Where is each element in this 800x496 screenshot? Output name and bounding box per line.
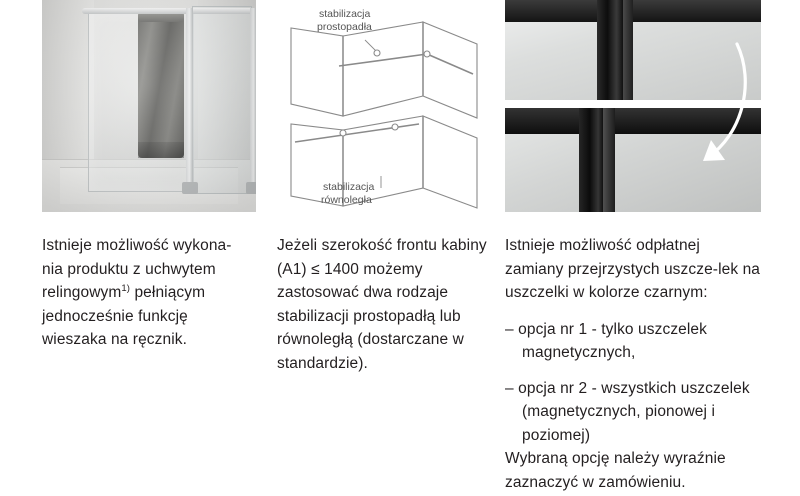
stabilization-diagram	[277, 0, 491, 212]
list-item: – opcja nr 2 - wszystkich uszczelek (magnetycznych, pionowej i poziomej)	[505, 379, 750, 444]
curved-arrow-icon	[677, 30, 757, 180]
footnote-marker: 1)	[121, 282, 131, 294]
column-black-seals	[505, 0, 761, 494]
stabilization-diagram-svg	[277, 0, 491, 212]
joint-bottom-2	[392, 124, 398, 130]
label-stabilizacja-prostopadla-line1: stabilizacja	[319, 8, 371, 20]
label-stabilizacja-prostopadla-line2: prostopadła	[317, 21, 372, 33]
caption-column-3	[505, 234, 761, 494]
caption-outro: Wybraną opcję należy wyraźnie zaznaczyć w zamówieniu.	[505, 450, 726, 491]
stabilizer-bar-perpendicular	[339, 54, 427, 66]
joint-top-2	[424, 51, 430, 57]
panel-front-top	[343, 22, 423, 116]
caption-paragraph: Jeżeli szerokość frontu kabiny (A1) ≤ 1400 możemy zastosować dwa rodzaje stabilizacji prostopadłą lub równoległą (dostarczane w standardzie).	[277, 237, 487, 372]
black-profile-top	[505, 0, 761, 22]
caption-column-2	[277, 234, 491, 375]
panel-side-bottom	[423, 116, 477, 208]
magnetic-seal-vertical-bottom	[579, 108, 603, 212]
caption-column-1	[42, 234, 256, 352]
option-list	[505, 318, 761, 448]
caption-text-after-sup: pełniącym jednocześnie funkcję wieszaka na ręcznik.	[42, 284, 206, 349]
label-stabilizacja-rownolegla-line2: równoległa	[321, 194, 372, 206]
magnetic-seal-vertical-top	[597, 0, 623, 100]
glass-edge-bottom	[603, 108, 615, 212]
joint-bottom-1	[340, 130, 346, 136]
panel-back-top	[291, 28, 343, 116]
stabilizer-bar-perpendicular-2	[427, 54, 473, 74]
caption-intro: Istnieje możliwość odpłatnej zamiany przejrzystych uszcze-lek na uszczelki w kolorze czarnym:	[505, 237, 761, 302]
shower-enclosure-with-towel-photo	[42, 0, 256, 212]
panel-side-top	[423, 22, 477, 118]
glass-edge-top	[623, 0, 633, 100]
caption-text-before-sup: Istnieje możliwość wykona- nia produktu z uchwytem relingowym	[42, 237, 232, 302]
caption-paragraph	[42, 234, 256, 352]
black-seal-detail-photos	[505, 0, 761, 212]
joint-top-1	[374, 50, 380, 56]
label-stabilizacja-rownolegla-line1: stabilizacja	[323, 181, 375, 193]
column-stabilization	[277, 0, 491, 375]
list-item: – opcja nr 1 - tylko uszczelek magnetycznych,	[505, 320, 708, 362]
column-feature-towel-rail	[42, 0, 256, 352]
photo-shading	[42, 0, 256, 212]
